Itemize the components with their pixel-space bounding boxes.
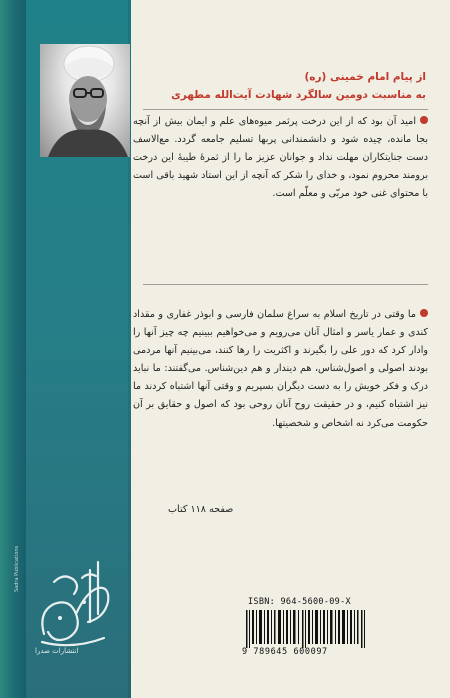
publisher-caption: انتشارات صدرا <box>35 647 79 655</box>
left-color-band <box>0 0 26 698</box>
portrait-photo <box>40 44 130 157</box>
barcode-block <box>238 597 388 659</box>
quote-paragraph-2 <box>133 306 428 433</box>
quote-2-text: ما وقتی در تاریخ اسلام به سراغ سلمان فارسی و ابوذر غفاری و مقداد کندی و عمار یاسر و امثال آنان می‌رویم و می‌خواهیم ببینیم چه چیز آنها را وادار کرد که دور علی را بگیرند و اکثریت را رها کنند، می‌بینیم آنها مردمی بودند اصولی و اصول‌شناس، هم دیندار و هم دین‌شناس. می‌گفتند: ما نباید درک و فکر خویش را به دست دیگران بسپریم و وقتی آنها اشتباه کردند ما نیز اشتباه کنیم، و در حقیقت روح آنان روحی بود که اصول و حقایق بر آن حکومت می‌کرد نه اشخاص و شخصیتها. <box>133 309 428 429</box>
red-bullet-icon <box>420 309 428 317</box>
headline-line-2: به مناسبت دومین سالگرد شهادت آیت‌الله مطهری <box>171 89 426 101</box>
divider-middle <box>143 284 428 285</box>
page-reference: صفحه ۱۱۸ کتاب <box>168 504 234 515</box>
barcode-number: 9 789645 600097 <box>242 647 328 657</box>
divider-top <box>143 109 428 110</box>
quote-1-text: امید آن بود که از این درخت پرثمر میوه‌های علم و ایمان بیش از آنچه بجا مانده، چیده شود و دانشمندانی پربها تسلیم جامعه گردد. مع‌الاسف دست جنایتکاران مهلت نداد و جوانان عزیز ما را از ثمرهٔ طیبهٔ این درخت برومند محروم نمود، و خدای را شکر که آنچه از این استاد شهید باقی است با محتوای غنی خود مربّی و معلّم است. <box>133 116 428 200</box>
publisher-side-text: Sadra Publications <box>14 545 20 592</box>
barcode-icon <box>246 610 368 648</box>
isbn-text: ISBN: 964-5600-09-X <box>248 597 351 607</box>
headline <box>136 68 426 104</box>
headline-line-1: از پیام امام خمینی (ره) <box>304 71 426 83</box>
publisher-calligraphy-logo <box>24 552 120 662</box>
quote-paragraph-1 <box>133 113 428 203</box>
red-bullet-icon <box>420 116 428 124</box>
